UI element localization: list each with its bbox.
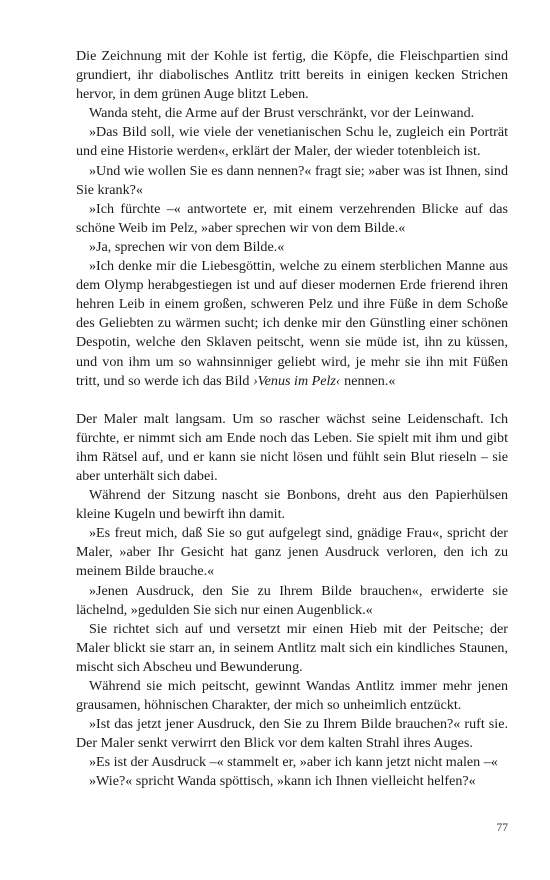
paragraph-whip-strike: Sie richtet sich auf und versetzt mir einen Hieb mit der Peitsche; der Maler blickt sie starr an, in seinem Antlitz malt sich ein kindliches Staunen, mischt sich Abscheu und Bewunderung. xyxy=(76,620,508,675)
paragraph-talk-picture: »Ja, sprechen wir von dem Bilde.« xyxy=(89,238,285,255)
paragraph-goddess-end: nennen.« xyxy=(340,372,396,389)
painting-title: ›Venus im Pelz‹ xyxy=(252,372,341,389)
page-body xyxy=(76,47,508,792)
paragraph-painter-pleased: »Es freut mich, daß Sie so gut aufgelegt sind, gnädige Frau«, spricht der Maler, »aber Ihr Gesicht hat ganz jenen Ausdruck verloren, den ich zu meinem Bilde brauche.« xyxy=(76,525,508,580)
paragraph-wanda-smiles: »Jenen Ausdruck, den Sie zu Ihrem Bilde brauchen«, erwiderte sie lächelnd, »gedulden Sie sich nur einen Augenblick.« xyxy=(76,582,508,618)
paragraph-goddess-of-love xyxy=(76,257,508,391)
paragraph-cruel-expression: Während sie mich peitscht, gewinnt Wandas Antlitz immer mehr jenen grausamen, höhnischen Charakter, der mich so unheimlich entzückt. xyxy=(76,678,508,714)
paragraph-painter-explains: »Das Bild soll, wie viele der venetianischen Schu le, zugleich ein Porträt und eine Historie werden«, erklärt der Maler, der wieder totenbleich ist. xyxy=(76,124,508,160)
paragraph-painter-stammers: »Es ist der Ausdruck –« stammelt er, »aber ich kann jetzt nicht malen –« xyxy=(89,754,498,771)
section-2 xyxy=(76,410,508,792)
paragraph-goddess-text: »Ich denke mir die Liebesgöttin, welche zu einem sterblichen Manne aus dem Olymp herabgestiegen ist und auf dieser modernen Erde frierend ihren hehren Leib in einem großen, schweren Pelz und ihre Füße in dem Schoße des Geliebten zu wärmen sucht; ich denke mir den Günstling einer schönen Despotin, welche den Sklaven peitscht, wenn sie müde ist, ihn zu küssen, und von ihm um so wahnsinniger geliebt wird, je mehr sie ihn mit Füßen tritt, und so werde ich das Bild xyxy=(76,258,508,389)
section-break xyxy=(76,391,508,410)
paragraph-painter-slow: Der Maler malt langsam. Um so rascher wächst seine Leidenschaft. Ich fürchte, er nimmt sich am Ende noch das Leben. Sie spielt mit ihm und gibt ihm Rätsel auf, und er kann sie nicht lösen und fühlt sein Blut rieseln – sie aber unterhält sich dabei. xyxy=(76,410,508,484)
page-number: 77 xyxy=(496,822,508,834)
paragraph-painter-fears: »Ich fürchte –« antwortete er, mit einem verzehrenden Blicke auf das schöne Weib im Pelz, »aber sprechen wir von dem Bilde.« xyxy=(76,200,508,236)
paragraph-drawing-finished: Die Zeichnung mit der Kohle ist fertig, die Köpfe, die Fleischpartien sind grundiert, ihr diabolisches Antlitz tritt bereits in einigen kecken Strichen hervor, in dem grünen Auge blitzt Leben. xyxy=(76,48,508,103)
section-1 xyxy=(76,47,508,391)
paragraph-wanda-asks: »Und wie wollen Sie es dann nennen?« fragt sie; »aber was ist Ihnen, sind Sie krank?« xyxy=(76,162,508,198)
paragraph-is-this-expression: »Ist das jetzt jener Ausdruck, den Sie zu Ihrem Bilde brauchen?« ruft sie. Der Maler senkt verwirrt den Blick vor dem kalten Strahl ihres Auges. xyxy=(76,716,508,752)
paragraph-wanda-mocks: »Wie?« spricht Wanda spöttisch, »kann ich Ihnen vielleicht helfen?« xyxy=(89,773,476,790)
paragraph-wanda-stands: Wanda steht, die Arme auf der Brust verschränkt, vor der Leinwand. xyxy=(89,105,475,122)
paragraph-bonbons: Während der Sitzung nascht sie Bonbons, dreht aus den Papierhülsen kleine Kugeln und bewirft ihn damit. xyxy=(76,487,508,523)
